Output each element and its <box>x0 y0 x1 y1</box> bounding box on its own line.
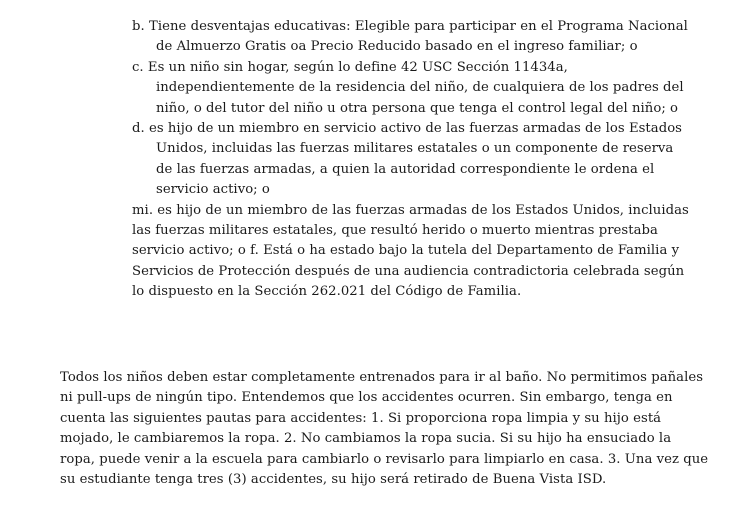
list-item-e-f-paragraph: mi. es hijo de un miembro de las fuerzas armadas de los Estados Unidos, incluidas las fuerzas militares estatales, que resultó herido o muerto mientras prestaba servicio activo; o f. Está o ha estado bajo la tutela del Departamento de Familia y Servicios de Protección después de una audiencia contradictoria celebrada según lo dispuesto en la Sección 262.021 del Código de Familia. <box>132 202 689 300</box>
list-item-c: c. Es un niño sin hogar, según lo define 42 USC Sección 11434a, independientemente de la residencia del niño, de cualquiera de los padres del niño, o del tutor del niño u otra persona que tenga el control legal del niño; o <box>132 59 684 116</box>
list-item-d: d. es hijo de un miembro en servicio activo de las fuerzas armadas de los Estados Unidos, incluidas las fuerzas militares estatales o un componente de reserva de las fuerzas armadas, a quien la autoridad correspondiente le ordena el servicio activo; o <box>132 121 682 198</box>
list-item-b: b. Tiene desventajas educativas: Elegible para participar en el Programa Nacional de Almuerzo Gratis oa Precio Reducido basado en el ingreso familiar; o <box>132 19 688 55</box>
eligibility-list <box>132 17 692 303</box>
toilet-training-paragraph: Todos los niños deben estar completamente entrenados para ir al baño. No permitimos pañales ni pull-ups de ningún tipo. Entendemos que los accidentes ocurren. Sin embargo, tenga en cuenta las siguientes pautas para accidentes: 1. Si proporciona ropa limpia y su hijo está mojado, le cambiaremos la ropa. 2. No cambiamos la ropa sucia. Si su hijo ha ensuciado la ropa, puede venir a la escuela para cambiarlo o revisarlo para limpiarlo en casa. 3. Una vez que su estudiante tenga tres (3) accidentes, su hijo será retirado de Buena Vista ISD. <box>60 370 709 488</box>
